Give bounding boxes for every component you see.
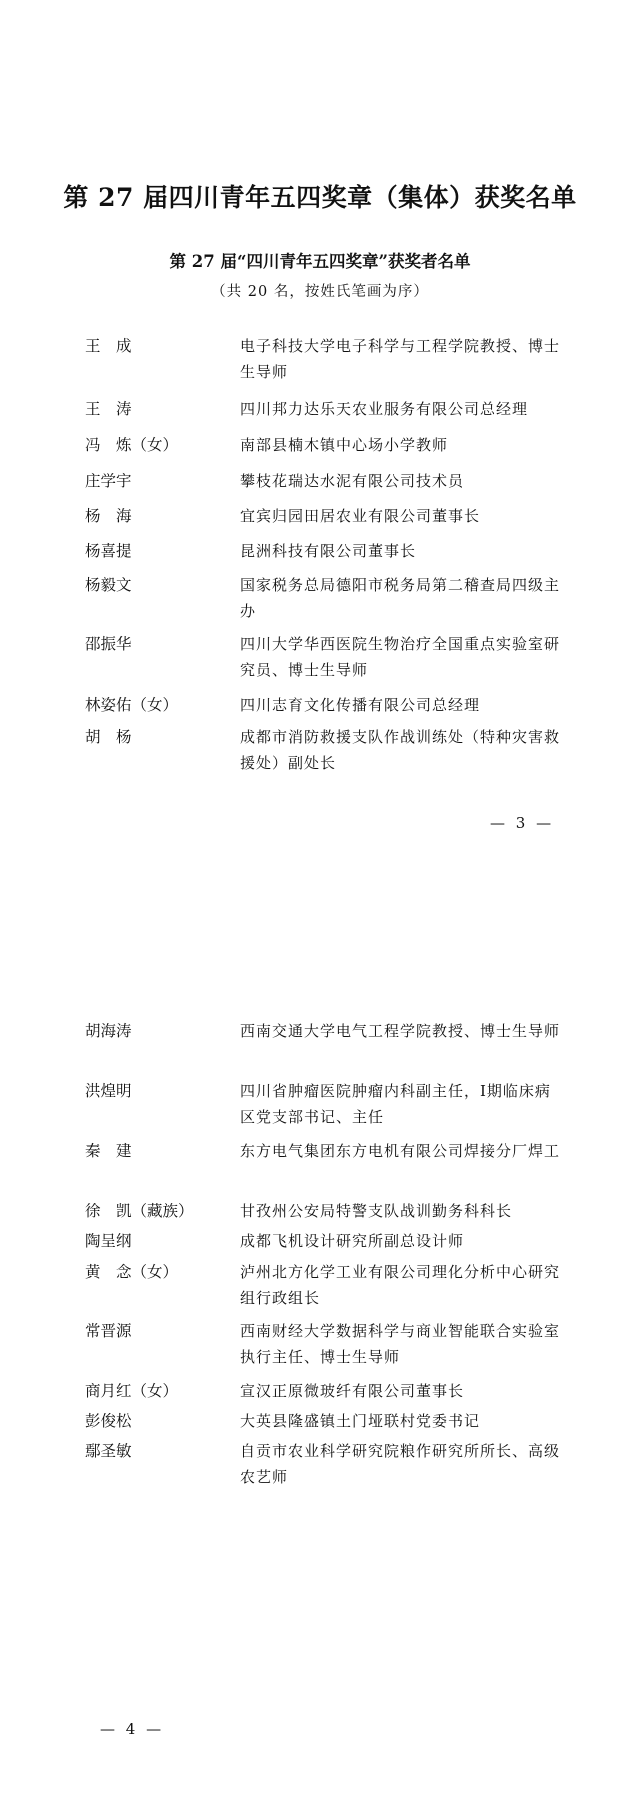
awardee-name: 王 涛 (85, 400, 132, 418)
awardee-affiliation: 国家税务总局德阳市税务局第二稽查局四级主办 (240, 576, 561, 620)
awardee-affiliation: 大英县隆盛镇土门垭联村党委书记 (240, 1412, 481, 1430)
awardee-name: 庄学宇 (85, 472, 132, 490)
awardee-affiliation: 西南交通大学电气工程学院教授、博士生导师 (240, 1022, 561, 1040)
awardee-affiliation: 成都飞机设计研究所副总设计师 (240, 1232, 465, 1250)
awardee-name: 秦 建 (85, 1142, 132, 1160)
awardee-affiliation: 自贡市农业科学研究院粮作研究所所长、高级农艺师 (240, 1442, 561, 1486)
awardee-affiliation: 甘孜州公安局特警支队战训勤务科科长 (240, 1202, 513, 1220)
awardee-name: 冯 炼（女） (85, 436, 179, 454)
awardee-affiliation: 东方电气集团东方电机有限公司焊接分厂焊工 (240, 1142, 561, 1160)
awardee-name: 商月红（女） (85, 1382, 179, 1400)
awardee-affiliation: 四川大学华西医院生物治疗全国重点实验室研究员、博士生导师 (240, 635, 561, 679)
awardee-affiliation: 四川省肿瘤医院肿瘤内科副主任，Ⅰ期临床病区党支部书记、主任 (240, 1082, 551, 1126)
awardee-name: 杨毅文 (85, 576, 132, 594)
awardee-name: 王 成 (85, 337, 132, 355)
awardee-name: 洪煌明 (85, 1082, 132, 1100)
list-subtitle: 第 27 届“四川青年五四奖章”获奖者名单 (169, 252, 471, 271)
awardee-name: 邵振华 (85, 635, 132, 653)
page-number: — 3 — (490, 814, 555, 832)
list-note: （共 20 名，按姓氏笔画为序） (211, 284, 429, 300)
awardee-affiliation: 电子科技大学电子科学与工程学院教授、博士生导师 (240, 337, 561, 381)
awardee-name: 黄 念（女） (85, 1263, 179, 1281)
awardee-affiliation: 四川志育文化传播有限公司总经理 (240, 696, 481, 714)
awardee-name: 胡海涛 (85, 1022, 132, 1040)
awardee-affiliation: 昆洲科技有限公司董事长 (240, 542, 417, 560)
awardee-name: 常晋源 (85, 1322, 132, 1340)
page-title: 第 27 届四川青年五四奖章（集体）获奖名单 (63, 183, 577, 212)
awardee-name: 陶呈纲 (85, 1232, 132, 1250)
awardee-name: 杨喜提 (85, 542, 132, 560)
page-number: — 4 — (100, 1720, 165, 1738)
awardee-name: 林姿佑（女） (85, 696, 179, 714)
awardee-name: 彭俊松 (85, 1412, 132, 1430)
awardee-name: 鄢圣敏 (85, 1442, 132, 1460)
awardee-name: 胡 杨 (85, 728, 132, 746)
awardee-affiliation: 南部县楠木镇中心场小学教师 (240, 436, 449, 454)
awardee-name: 杨 海 (85, 507, 132, 525)
awardee-affiliation: 西南财经大学数据科学与商业智能联合实验室执行主任、博士生导师 (240, 1322, 561, 1366)
awardee-affiliation: 宣汉正原微玻纤有限公司董事长 (240, 1382, 465, 1400)
awardee-affiliation: 泸州北方化学工业有限公司理化分析中心研究组行政组长 (240, 1263, 561, 1307)
awardee-affiliation: 成都市消防救援支队作战训练处（特种灾害救援处）副处长 (240, 728, 561, 772)
awardee-affiliation: 四川邦力达乐天农业服务有限公司总经理 (240, 400, 529, 418)
awardee-affiliation: 攀枝花瑞达水泥有限公司技术员 (240, 472, 465, 490)
awardee-affiliation: 宜宾归园田居农业有限公司董事长 (240, 507, 481, 525)
awardee-name: 徐 凯（藏族） (85, 1202, 194, 1220)
